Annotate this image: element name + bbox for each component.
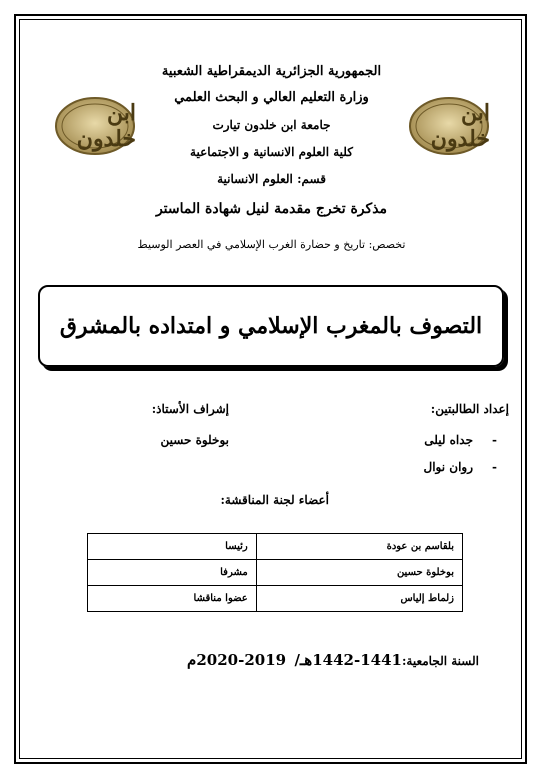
ministry-line: وزارة التعليم العالي و البحث العلمي bbox=[174, 90, 369, 105]
thesis-title: التصوف بالمغرب الإسلامي و امتداده بالمشرق bbox=[59, 313, 483, 339]
department-line: قسم: العلوم الانسانية bbox=[217, 172, 326, 186]
specialty-line: تخصص: تاريخ و حضارة الغرب الإسلامي في العصر الوسيط bbox=[137, 238, 406, 251]
faculty-line: كلية العلوم الانسانية و الاجتماعية bbox=[190, 145, 353, 159]
table-row bbox=[88, 534, 463, 560]
academic-year-gregorian: 2019-2020م bbox=[187, 651, 287, 669]
seal-right-text: ابن خلدون bbox=[430, 100, 490, 152]
university-line: جامعة ابن خلدون تيارت bbox=[212, 118, 331, 132]
student-name: جداه ليلى bbox=[424, 433, 473, 447]
committee-table bbox=[87, 533, 463, 612]
student-bullet: - bbox=[492, 433, 497, 447]
thesis-type-line: مذكرة تخرج مقدمة لنيل شهادة الماستر bbox=[155, 201, 388, 217]
committee-member-name: بوخلوة حسين bbox=[256, 560, 462, 586]
student-bullet: - bbox=[492, 460, 497, 474]
academic-year-hijri: 1441-1442هـ/ bbox=[294, 651, 402, 669]
student-name: روان نوال bbox=[423, 460, 473, 474]
academic-year-label: السنة الجامعية: bbox=[401, 654, 479, 668]
table-row bbox=[88, 560, 463, 586]
committee-member-name: بلقاسم بن عودة bbox=[256, 534, 462, 560]
committee-member-role: رئيسا bbox=[88, 534, 257, 560]
thesis-title-box bbox=[38, 285, 504, 367]
committee-member-role: مشرفا bbox=[88, 560, 257, 586]
committee-label: أعضاء لجنة المناقشة: bbox=[220, 493, 329, 507]
students-label: إعداد الطالبتين: bbox=[430, 402, 509, 416]
republic-line: الجمهورية الجزائرية الديمقراطية الشعبية bbox=[161, 64, 382, 79]
seal-left-text: ابن خلدون bbox=[76, 100, 136, 152]
table-row bbox=[88, 586, 463, 612]
university-seal-left bbox=[54, 96, 136, 156]
university-seal-right bbox=[408, 96, 490, 156]
supervisor-label: إشراف الأستاذ: bbox=[151, 402, 229, 416]
academic-year bbox=[187, 651, 479, 669]
committee-member-name: زلماط إلياس bbox=[256, 586, 462, 612]
committee-member-role: عضوا مناقشا bbox=[88, 586, 257, 612]
supervisor-name: بوخلوة حسين bbox=[160, 433, 229, 447]
